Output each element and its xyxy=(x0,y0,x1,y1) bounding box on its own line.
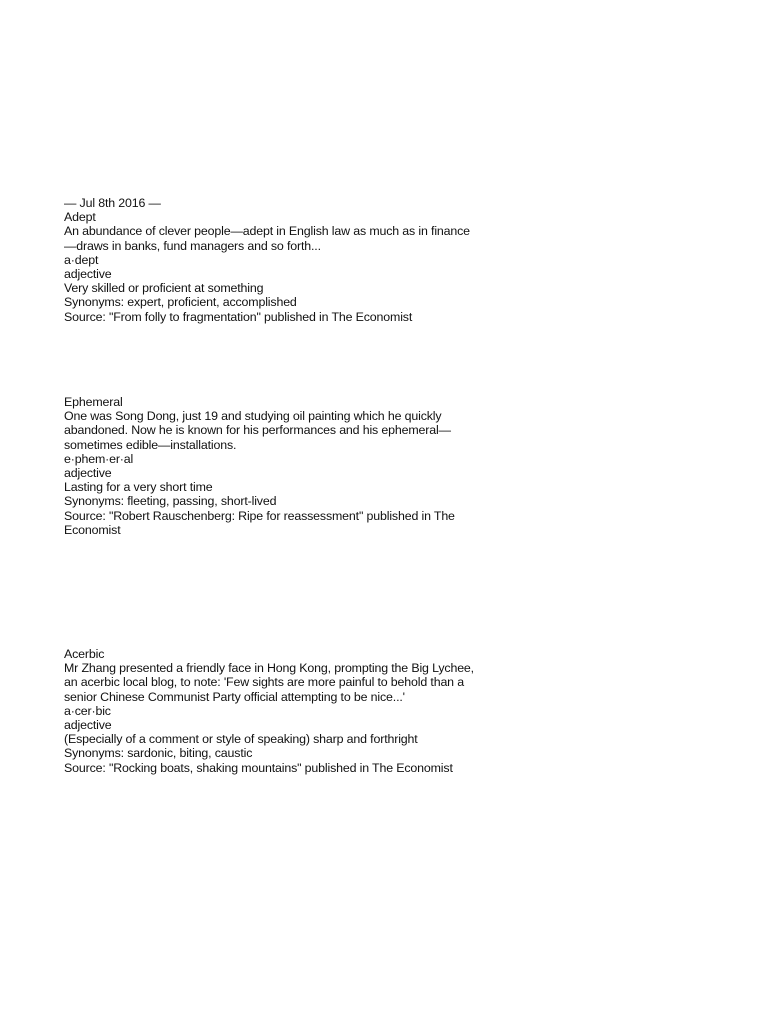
entry-quote: An abundance of clever people—adept in English law as much as in finance—draws in banks, fund managers and so forth... xyxy=(64,224,470,253)
entry-synonyms: Synonyms: fleeting, passing, short-lived xyxy=(64,494,277,509)
entry-word: Adept xyxy=(64,210,96,225)
word-entry-acerbic xyxy=(64,647,474,775)
entry-word: Ephemeral xyxy=(64,395,123,409)
entry-part-of-speech: adjective xyxy=(64,267,112,282)
entry-quote: Mr Zhang presented a friendly face in Hong Kong, prompting the Big Lychee, an acerbic local blog, to note: 'Few sights are more painful to behold than a senior Chinese Communist Party official attempting to be nice...' xyxy=(64,661,474,704)
entry-syllables: a·cer·bic xyxy=(64,703,111,718)
entry-synonyms: Synonyms: sardonic, biting, caustic xyxy=(64,746,253,761)
entry-quote: One was Song Dong, just 19 and studying oil painting which he quickly abandoned. Now he is known for his performances and his ephemeral—sometimes edible—installations. xyxy=(64,409,451,452)
entry-definition: (Especially of a comment or style of speaking) sharp and forthright xyxy=(64,732,418,747)
entry-word: Acerbic xyxy=(64,647,105,661)
entry-definition: Very skilled or proficient at something xyxy=(64,281,264,296)
entry-source: Source: "Robert Rauschenberg: Ripe for reassessment" published in The Economist xyxy=(64,508,455,537)
entry-source: Source: "From folly to fragmentation" published in The Economist xyxy=(64,309,413,324)
entry-definition: Lasting for a very short time xyxy=(64,480,213,495)
entry-syllables: e·phem·er·al xyxy=(64,451,134,466)
entry-syllables: a·dept xyxy=(64,252,99,267)
entry-date: — Jul 8th 2016 — xyxy=(64,196,161,210)
entry-part-of-speech: adjective xyxy=(64,466,112,481)
entry-synonyms: Synonyms: expert, proficient, accomplished xyxy=(64,295,297,310)
entry-part-of-speech: adjective xyxy=(64,718,112,733)
word-entry-adept xyxy=(64,196,474,324)
entry-source: Source: "Rocking boats, shaking mountains" published in The Economist xyxy=(64,760,453,775)
word-entry-ephemeral xyxy=(64,395,474,537)
